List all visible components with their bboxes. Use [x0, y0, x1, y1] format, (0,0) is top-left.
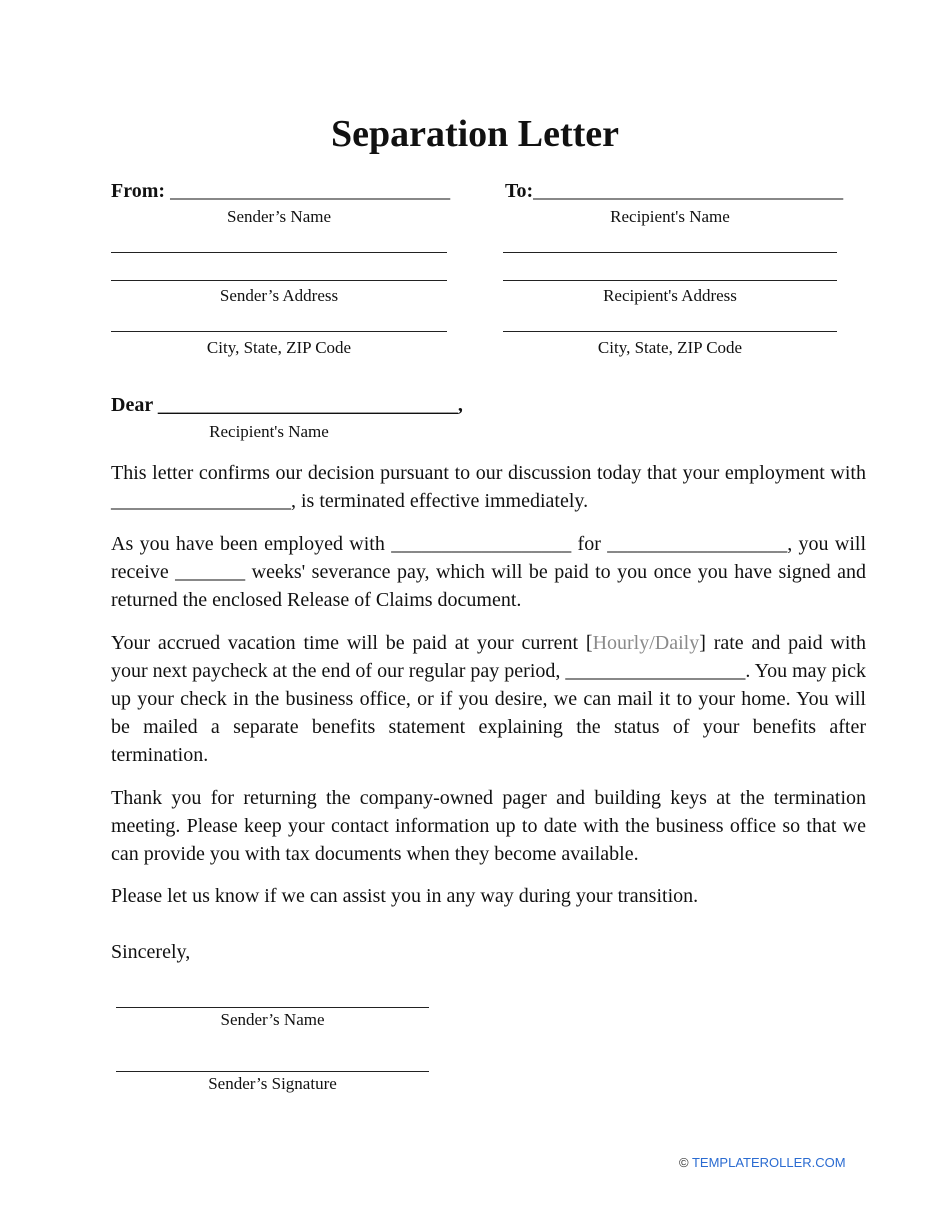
recipient-city-caption: City, State, ZIP Code [597, 338, 743, 357]
recipient-name-caption: Recipient's Name [610, 207, 730, 226]
sender-city-line [111, 331, 447, 332]
from-label: From: [111, 180, 166, 202]
dear-label: Dear [111, 394, 153, 416]
from-line [111, 178, 450, 204]
paragraph-3-start: Your accrued vacation time will be paid at your current [ [111, 632, 593, 654]
sender-address-line-2 [111, 280, 447, 281]
dear-blank: ______________________________, [157, 394, 463, 416]
closing: Sincerely, [111, 941, 191, 963]
recipient-address-line-2 [503, 280, 837, 281]
templateroller-link[interactable]: TEMPLATEROLLER.COM [691, 1155, 846, 1170]
paragraph-2: As you have been employed with __________________ for __________________, you will receive _______ weeks' severance pay, which will be paid to you once you have signed and returned the enclosed Release of Claims document. [111, 533, 866, 611]
dear-caption: Recipient's Name [209, 422, 329, 441]
signature-caption: Sender’s Signature [208, 1074, 337, 1093]
recipient-address-line-1 [503, 252, 837, 253]
paragraph-4: Thank you for returning the company-owned pager and building keys at the termination meeting. Please keep your contact information up to date with the business office so that we can provide you with tax documents when they become available. [111, 787, 866, 865]
sender-name-caption: Sender’s Name [226, 207, 332, 226]
footer-credit [679, 1154, 846, 1172]
page-title: Separation Letter [330, 113, 620, 155]
sender-name-signature-line [116, 1007, 429, 1008]
to-blank: _______________________________ [533, 180, 844, 202]
paragraph-1: This letter confirms our decision pursuant to our discussion today that your employment with __________________, is terminated effective immediately. [111, 462, 866, 512]
paragraph-3 [111, 629, 866, 769]
sender-address-caption: Sender’s Address [219, 286, 339, 305]
sender-city-caption: City, State, ZIP Code [206, 338, 352, 357]
from-blank: ____________________________ [170, 180, 451, 202]
paragraph-3-end: ] rate and paid with your next paycheck at the end of our regular pay period, __________________. You may pick up your check in the business office, or if you desire, we can mail it to your home. You will be mailed a separate benefits statement explaining the status of your benefits after termination. [111, 632, 866, 766]
sender-signature-line [116, 1071, 429, 1072]
salutation-line [111, 392, 463, 418]
recipient-city-line [503, 331, 837, 332]
paragraph-5: Please let us know if we can assist you in any way during your transition. [111, 885, 699, 907]
recipient-address-caption: Recipient's Address [603, 286, 737, 305]
to-label: To: [505, 180, 534, 202]
sender-address-line-1 [111, 252, 447, 253]
rate-type-placeholder: Hourly/Daily [592, 632, 700, 654]
to-line [505, 178, 843, 204]
signature-name-caption: Sender’s Name [220, 1010, 325, 1029]
copyright-symbol: © [679, 1155, 689, 1170]
